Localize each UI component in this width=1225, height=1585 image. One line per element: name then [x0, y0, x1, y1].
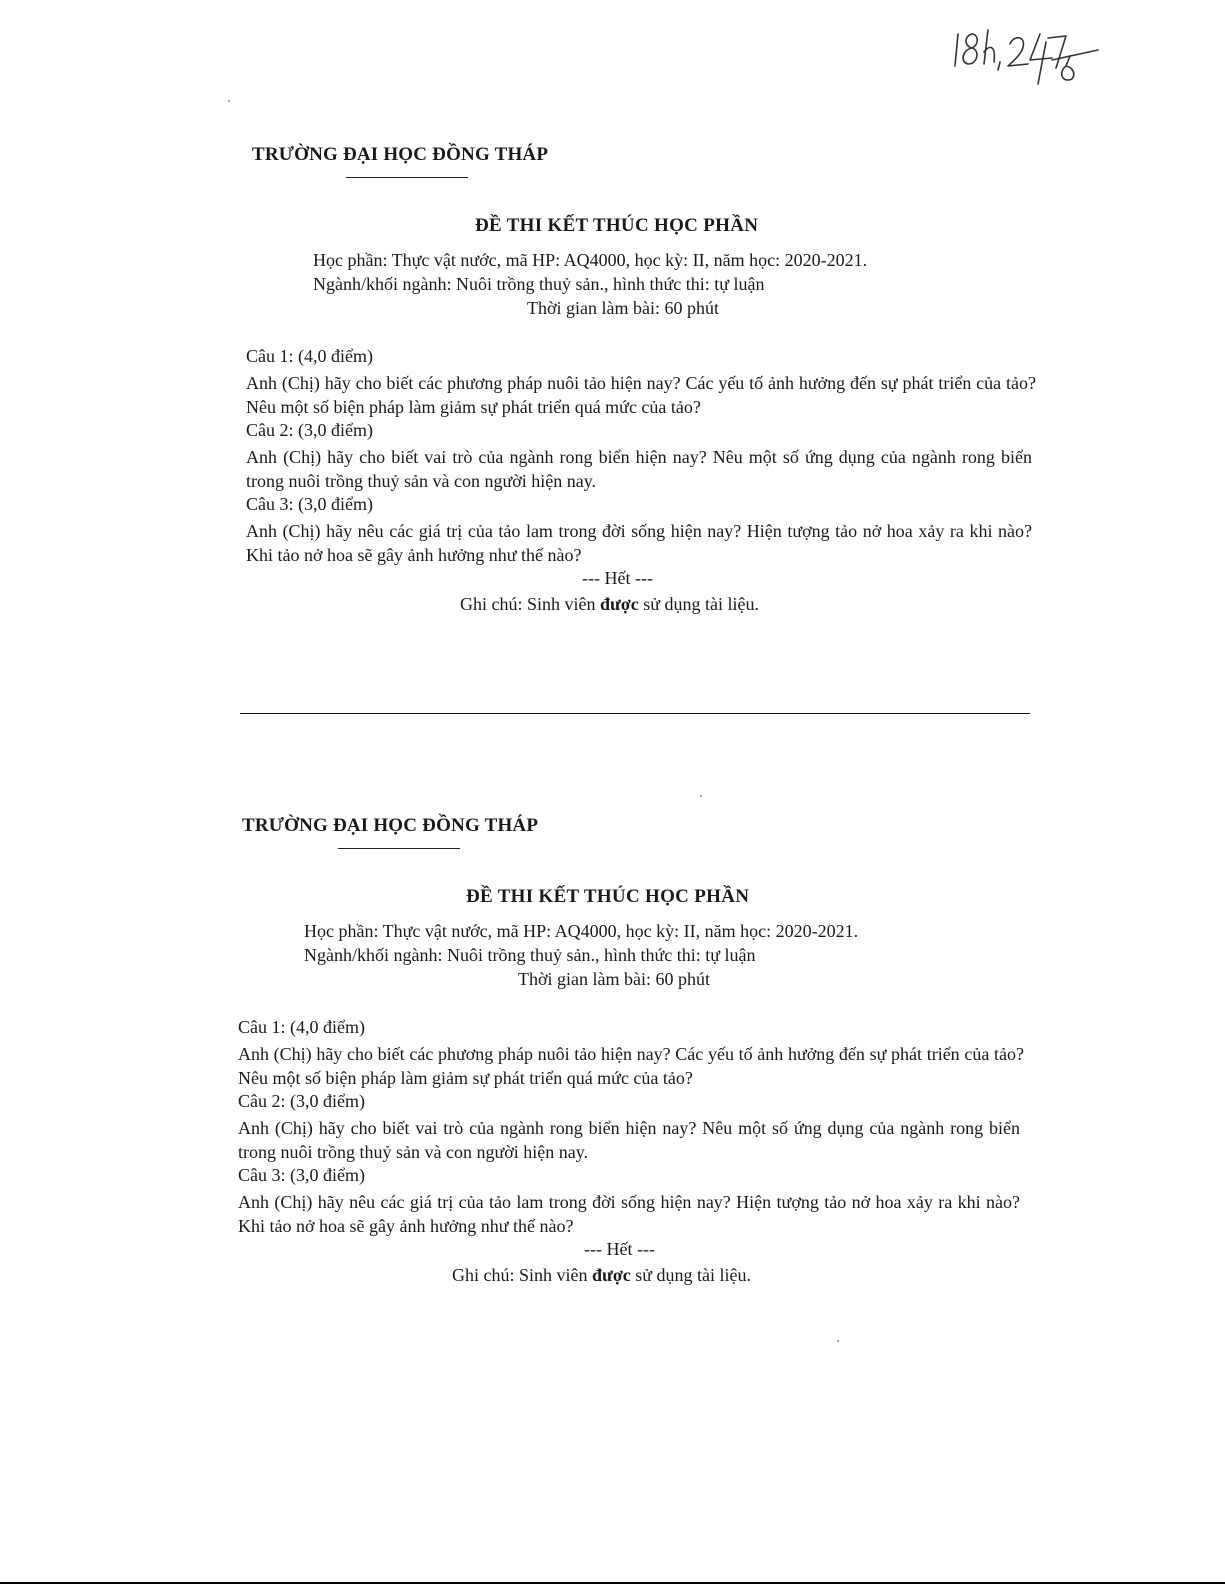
question-3-label: Câu 3: (3,0 điểm): [238, 1165, 365, 1185]
exam-note: [460, 594, 759, 615]
school-name-underline: [346, 177, 468, 178]
scan-bottom-edge: [0, 1582, 1225, 1584]
note-emphasis: được: [592, 1265, 631, 1285]
duration-info: Thời gian làm bài: 60 phút: [518, 969, 710, 989]
question-2-text: Anh (Chị) hãy cho biết vai trò của ngành rong biển hiện nay? Nêu một số ứng dụng của ngành rong biển trong nuôi trồng thuỷ sản và con người hiện nay.: [246, 447, 1032, 491]
handwritten-annotation: [948, 22, 1118, 102]
scan-speck: [837, 1340, 839, 1342]
note-suffix: sử dụng tài liệu.: [630, 1265, 752, 1285]
question-1-label: Câu 1: (4,0 điểm): [238, 1017, 365, 1037]
course-info: Học phần: Thực vật nước, mã HP: AQ4000, học kỳ: II, năm học: 2020-2021.: [304, 921, 859, 941]
course-info: Học phần: Thực vật nước, mã HP: AQ4000, học kỳ: II, năm học: 2020-2021.: [313, 250, 868, 270]
note-suffix: sử dụng tài liệu.: [638, 594, 760, 614]
question-1-text: Anh (Chị) hãy cho biết các phương pháp nuôi tảo hiện nay? Các yếu tố ảnh hưởng đến sự phát triển của tảo? Nêu một số biện pháp làm giảm sự phát triển quá mức của tảo?: [238, 1044, 1024, 1088]
note-emphasis: được: [600, 594, 639, 614]
question-3-text: Anh (Chị) hãy nêu các giá trị của tảo lam trong đời sống hiện nay? Hiện tượng tảo nở hoa xảy ra khi nào? Khi tảo nở hoa sẽ gây ảnh hưởng như thế nào?: [238, 1192, 1020, 1236]
question-1-text: Anh (Chị) hãy cho biết các phương pháp nuôi tảo hiện nay? Các yếu tố ảnh hưởng đến sự phát triển của tảo? Nêu một số biện pháp làm giảm sự phát triển quá mức của tảo?: [246, 373, 1036, 417]
note-prefix: Ghi chú: Sinh viên: [452, 1265, 592, 1285]
exam-note: [452, 1265, 751, 1286]
question-2-label: Câu 2: (3,0 điểm): [238, 1091, 365, 1111]
scan-speck: [228, 100, 230, 102]
school-name-underline: [338, 848, 460, 849]
note-prefix: Ghi chú: Sinh viên: [460, 594, 600, 614]
school-name: TRƯỜNG ĐẠI HỌC ĐỒNG THÁP: [242, 815, 539, 836]
question-2-label: Câu 2: (3,0 điểm): [246, 420, 373, 440]
question-1-label: Câu 1: (4,0 điểm): [246, 346, 373, 366]
copy-separator: [240, 713, 1030, 714]
handwritten-annotation-drawing: [948, 22, 1118, 102]
school-name: TRƯỜNG ĐẠI HỌC ĐỒNG THÁP: [252, 144, 549, 165]
question-3-label: Câu 3: (3,0 điểm): [246, 494, 373, 514]
end-marker: --- Hết ---: [584, 1239, 655, 1259]
duration-info: Thời gian làm bài: 60 phút: [527, 298, 719, 318]
scan-speck: [700, 795, 702, 797]
exam-title: ĐỀ THI KẾT THÚC HỌC PHẦN: [475, 215, 759, 236]
end-marker: --- Hết ---: [582, 568, 653, 588]
major-info: Ngành/khối ngành: Nuôi trồng thuỷ sản., hình thức thi: tự luận: [304, 945, 756, 965]
question-3-text: Anh (Chị) hãy nêu các giá trị của tảo lam trong đời sống hiện nay? Hiện tượng tảo nở hoa xảy ra khi nào? Khi tảo nở hoa sẽ gây ảnh hưởng như thế nào?: [246, 521, 1032, 565]
question-2-text: Anh (Chị) hãy cho biết vai trò của ngành rong biển hiện nay? Nêu một số ứng dụng của ngành rong biển trong nuôi trồng thuỷ sản và con người hiện nay.: [238, 1118, 1020, 1162]
major-info: Ngành/khối ngành: Nuôi trồng thuỷ sản., hình thức thi: tự luận: [313, 274, 765, 294]
exam-title: ĐỀ THI KẾT THÚC HỌC PHẦN: [466, 886, 750, 907]
